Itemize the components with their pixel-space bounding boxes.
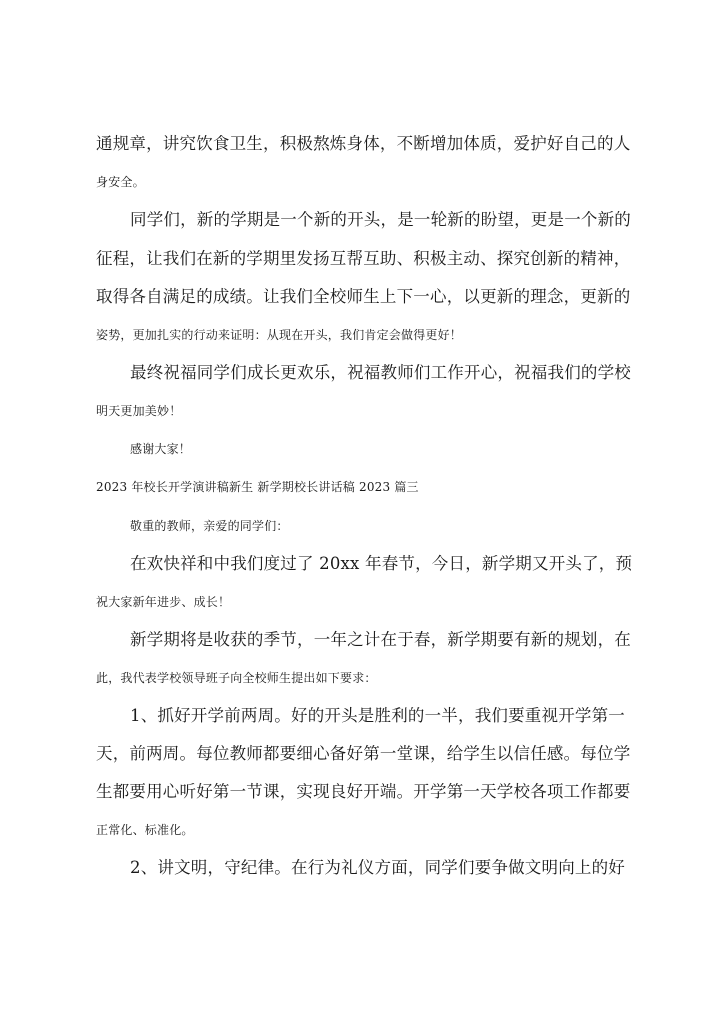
paragraph-first-line: 新学期将是收获的季节，一年之计在于春，新学期要有新的规划，在 bbox=[130, 630, 631, 649]
paragraph-first-line: 2、讲文明，守纪律。在行为礼仪方面，同学们要争做文明向上的好 bbox=[130, 858, 625, 877]
text-line: 征程，让我们在新的学期里发扬互帮互助、积极主动、探究创新的精神， bbox=[96, 249, 631, 268]
text-line: 正常化、标准化。 bbox=[96, 823, 194, 837]
text-line: 姿势，更加扎实的行动来证明：从现在开头，我们肯定会做得更好！ bbox=[96, 328, 463, 342]
section-heading: 2023 年校长开学演讲稿新生 新学期校长讲话稿 2023 篇三 bbox=[96, 480, 419, 494]
paragraph-first-line: 最终祝福同学们成长更欢乐，祝福教师们工作开心，祝福我们的学校 bbox=[130, 363, 631, 382]
text-line: 祝大家新年进步、成长！ bbox=[96, 595, 231, 609]
paragraph-first-line: 感谢大家！ bbox=[130, 442, 192, 456]
text-line: 身安全。 bbox=[96, 175, 145, 189]
text-line: 此，我代表学校领导班子向全校师生提出如下要求： bbox=[96, 671, 377, 685]
salutation: 敬重的教师，亲爱的同学们： bbox=[130, 519, 289, 533]
text-line: 取得各自满足的成绩。让我们全校师生上下一心，以更新的理念，更新的 bbox=[96, 287, 631, 306]
paragraph-first-line: 1、抓好开学前两周。好的开头是胜利的一半，我们要重视开学第一 bbox=[130, 706, 625, 725]
text-line: 天，前两周。每位教师都要细心备好第一堂课，给学生以信任感。每位学 bbox=[96, 744, 631, 763]
text-line: 明天更加美妙！ bbox=[96, 404, 182, 418]
text-line: 通规章，讲究饮食卫生，积极熬炼身体，不断增加体质，爱护好自己的人 bbox=[96, 134, 631, 153]
paragraph-first-line: 同学们，新的学期是一个新的开头，是一轮新的盼望，更是一个新的 bbox=[130, 210, 631, 229]
text-line: 生都要用心听好第一节课，实现良好开端。开学第一天学校各项工作都要 bbox=[96, 782, 631, 801]
paragraph-first-line: 在欢快祥和中我们度过了 20xx 年春节，今日，新学期又开头了，预 bbox=[130, 554, 633, 573]
